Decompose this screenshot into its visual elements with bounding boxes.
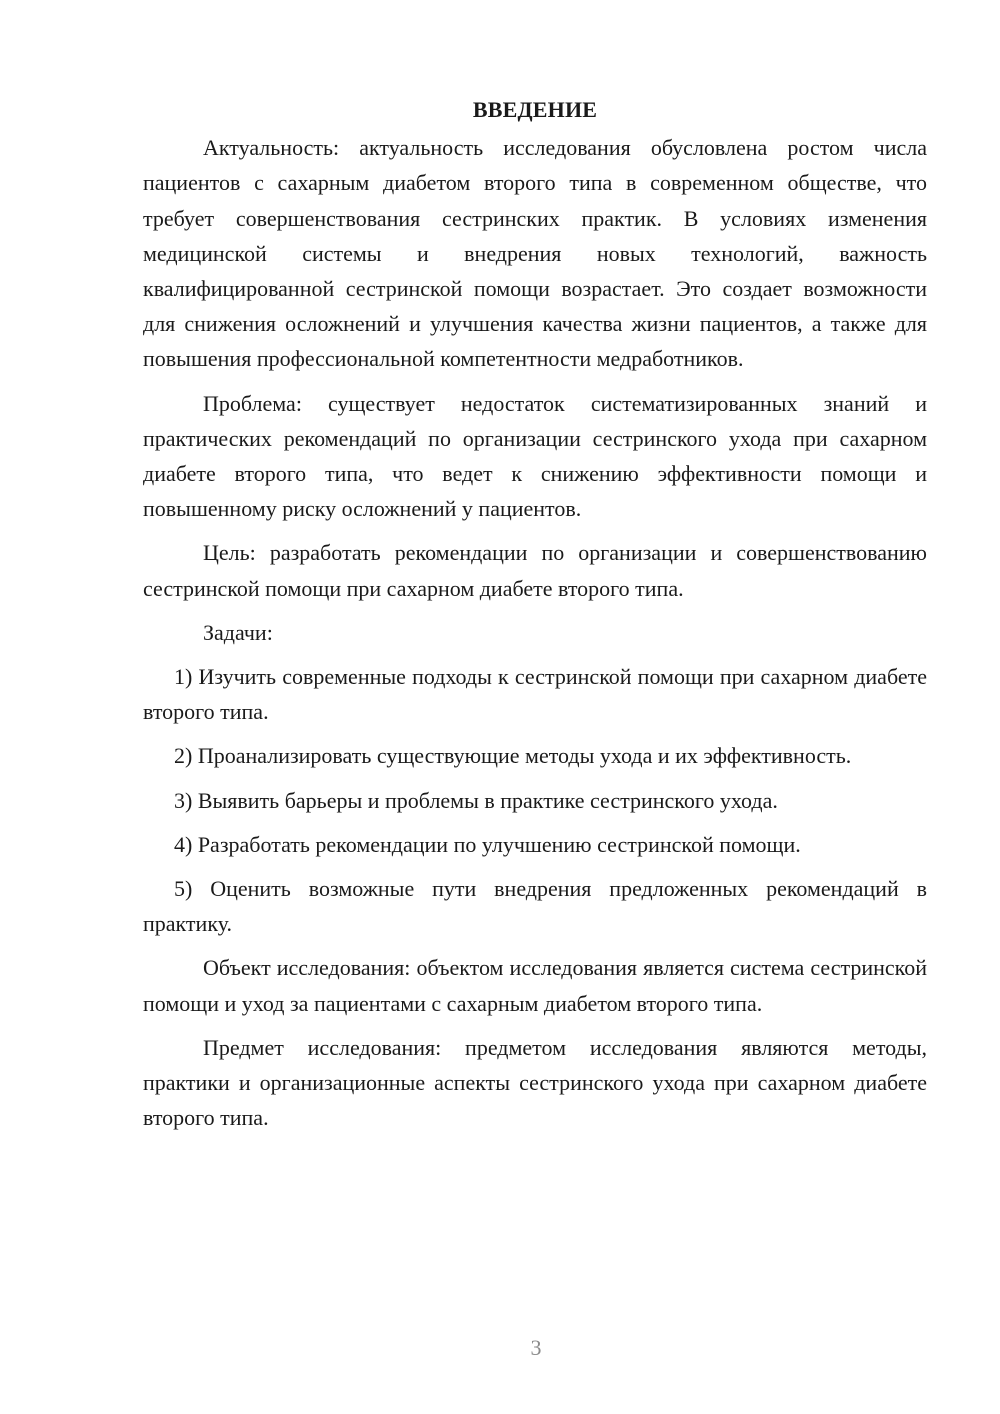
problem-paragraph: Проблема: существует недостаток систематизированных знаний и практических рекомендаций по организации сестринского ухода при сахарном диабете второго типа, что ведет к снижению эффективности помощи и повышенному риску осложнений у пациентов. bbox=[143, 390, 927, 522]
page-body bbox=[143, 92, 927, 1144]
subject-paragraph: Предмет исследования: предметом исследования являются методы, практики и организационные аспекты сестринского ухода при сахарном диабете второго типа. bbox=[143, 1034, 927, 1131]
task-item-1: 1) Изучить современные подходы к сестринской помощи при сахарном диабете второго типа. bbox=[143, 664, 927, 725]
task-item-3: 3) Выявить барьеры и проблемы в практике сестринского ухода. bbox=[174, 787, 778, 813]
object-paragraph: Объект исследования: объектом исследования является система сестринской помощи и уход за пациентами с сахарным диабетом второго типа. bbox=[143, 955, 927, 1016]
task-item-2: 2) Проанализировать существующие методы ухода и их эффективность. bbox=[174, 743, 852, 769]
section-heading: ВВЕДЕНИЕ bbox=[472, 97, 598, 122]
task-item-4: 4) Разработать рекомендации по улучшению сестринской помощи. bbox=[174, 831, 801, 857]
page-number: 3 bbox=[530, 1335, 542, 1360]
relevance-paragraph: Актуальность: актуальность исследования обусловлена ростом числа пациентов с сахарным диабетом второго типа в современном обществе, что требует совершенствования сестринских практик. В условиях изменения медицинской системы и внедрения новых технологий, важность квалифицированной сестринской помощи возрастает. Это создает возможности для снижения осложнений и улучшения качества жизни пациентов, а также для повышения профессиональной компетентности медработников. bbox=[143, 135, 927, 372]
tasks-label: Задачи: bbox=[203, 619, 273, 645]
goal-paragraph: Цель: разработать рекомендации по организации и совершенствованию сестринской помощи при сахарном диабете второго типа. bbox=[143, 540, 927, 601]
task-item-5: 5) Оценить возможные пути внедрения предложенных рекомендаций в практику. bbox=[143, 876, 927, 937]
